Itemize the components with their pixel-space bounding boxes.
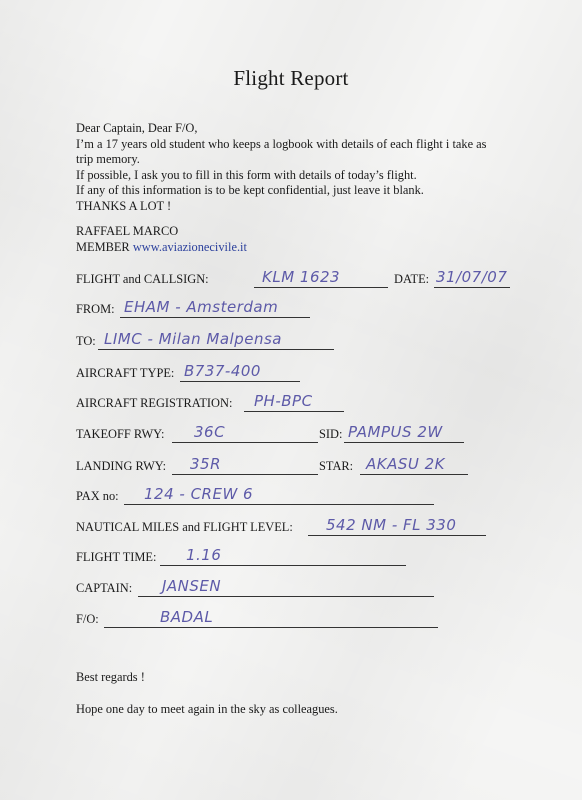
from-label: FROM: xyxy=(76,302,115,316)
aircraft-type-value[interactable]: B737-400 xyxy=(184,362,261,380)
captain-line xyxy=(138,596,434,597)
best-regards: Best regards ! xyxy=(76,670,145,684)
aircraft-registration-line xyxy=(244,411,344,412)
fo-label: F/O: xyxy=(76,612,99,626)
sid-line xyxy=(344,442,464,443)
star-value[interactable]: AKASU 2K xyxy=(366,455,446,473)
intro-line: I’m a 17 years old student who keeps a logbook with details of each flight i take as xyxy=(76,136,487,151)
intro-line: If any of this information is to be kept confidential, just leave it blank. xyxy=(76,183,424,198)
row-flight-time xyxy=(76,546,526,568)
star-label: STAR: xyxy=(319,459,354,473)
row-flight-callsign xyxy=(76,268,526,290)
row-aircraft-type xyxy=(76,362,526,384)
flight-time-label: FLIGHT TIME: xyxy=(76,550,157,564)
from-line xyxy=(120,317,310,318)
row-takeoff-sid xyxy=(76,423,526,445)
takeoff-rwy-value[interactable]: 36C xyxy=(194,423,226,441)
aircraft-registration-value[interactable]: PH-BPC xyxy=(254,392,313,410)
sender-member xyxy=(76,240,247,256)
aircraft-type-line xyxy=(180,381,300,382)
to-line xyxy=(98,349,334,350)
fo-value[interactable]: BADAL xyxy=(160,608,214,626)
takeoff-rwy-line xyxy=(172,442,318,443)
landing-rwy-value[interactable]: 35R xyxy=(190,455,222,473)
website-link[interactable]: www.aviazionecivile.it xyxy=(132,239,247,254)
takeoff-rwy-label: TAKEOFF RWY: xyxy=(76,427,165,441)
captain-value[interactable]: JANSEN xyxy=(162,577,222,595)
row-landing-star xyxy=(76,455,526,477)
nm-fl-value[interactable]: 542 NM - FL 330 xyxy=(326,516,457,534)
intro-line: THANKS A LOT ! xyxy=(76,198,172,213)
sender-block xyxy=(76,224,247,255)
intro-paragraph xyxy=(76,121,546,215)
row-pax xyxy=(76,485,526,507)
sender-name: RAFFAEL MARCO xyxy=(76,224,179,238)
date-label: DATE: xyxy=(394,272,430,286)
closing-hope: Hope one day to meet again in the sky as colleagues. xyxy=(76,702,338,716)
pax-value[interactable]: 124 - CREW 6 xyxy=(144,485,254,503)
landing-rwy-line xyxy=(172,474,318,475)
from-value[interactable]: EHAM - Amsterdam xyxy=(124,298,279,316)
sid-value[interactable]: PAMPUS 2W xyxy=(348,423,443,441)
flight-time-value[interactable]: 1.16 xyxy=(186,546,222,564)
flight-callsign-line xyxy=(254,287,388,288)
page-title: Flight Report xyxy=(233,66,349,90)
nm-fl-line xyxy=(308,535,486,536)
captain-label: CAPTAIN: xyxy=(76,581,133,595)
row-to xyxy=(76,330,526,352)
sid-label: SID: xyxy=(319,427,343,441)
intro-line: Dear Captain, Dear F/O, xyxy=(76,121,198,135)
pax-label: PAX no: xyxy=(76,489,119,503)
date-value[interactable]: 31/07/07 xyxy=(436,268,508,286)
row-aircraft-registration xyxy=(76,392,526,414)
flight-time-line xyxy=(160,565,406,566)
pax-line xyxy=(124,504,434,505)
flight-callsign-label: FLIGHT and CALLSIGN: xyxy=(76,272,209,286)
aircraft-type-label: AIRCRAFT TYPE: xyxy=(76,366,175,380)
to-label: TO: xyxy=(76,334,96,348)
member-label: MEMBER xyxy=(76,239,130,254)
row-fo xyxy=(76,608,526,630)
date-line xyxy=(434,287,510,288)
star-line xyxy=(360,474,468,475)
row-nm-fl xyxy=(76,516,526,538)
nm-fl-label: NAUTICAL MILES and FLIGHT LEVEL: xyxy=(76,520,293,534)
fo-line xyxy=(104,627,438,628)
row-captain xyxy=(76,577,526,599)
landing-rwy-label: LANDING RWY: xyxy=(76,459,167,473)
flight-callsign-value[interactable]: KLM 1623 xyxy=(262,268,341,286)
aircraft-registration-label: AIRCRAFT REGISTRATION: xyxy=(76,396,233,410)
to-value[interactable]: LIMC - Milan Malpensa xyxy=(104,330,282,348)
intro-line: trip memory. xyxy=(76,152,140,167)
row-from xyxy=(76,298,526,320)
intro-line: If possible, I ask you to fill in this form with details of today’s flight. xyxy=(76,167,417,182)
